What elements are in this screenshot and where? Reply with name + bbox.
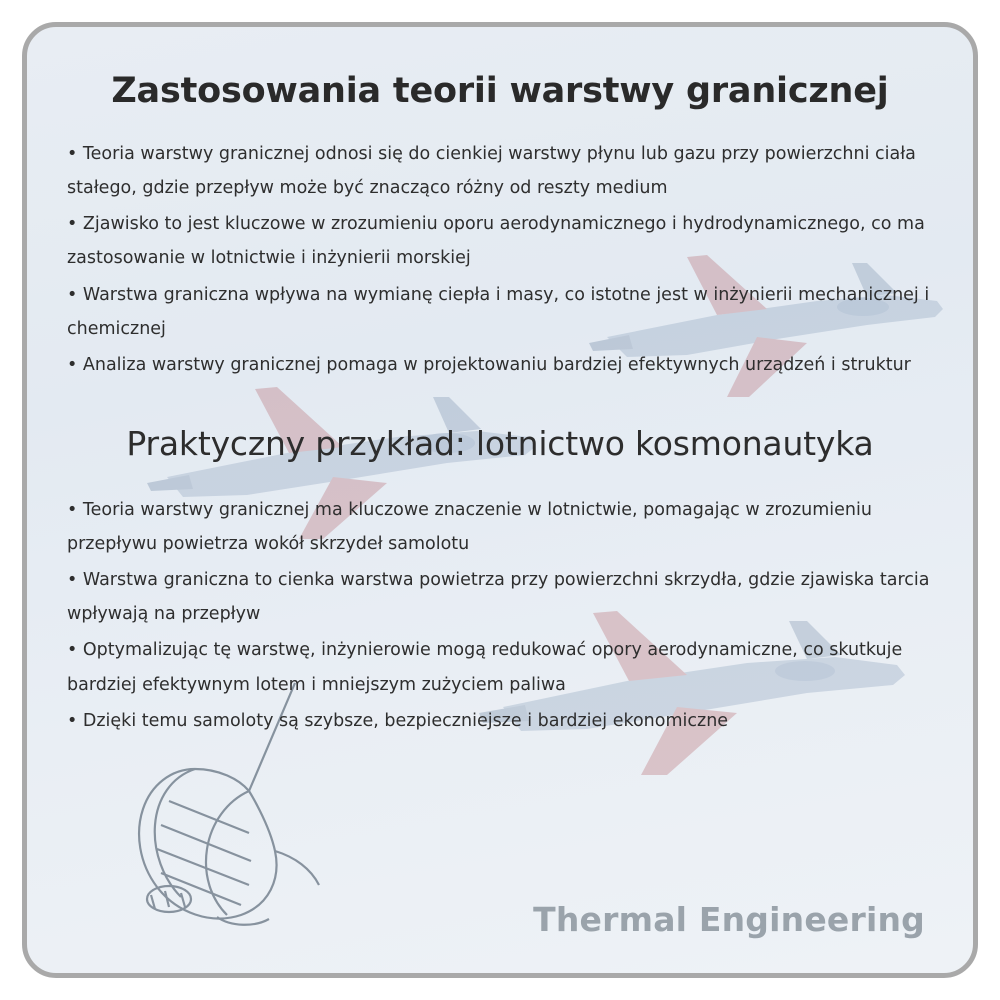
brand-watermark: Thermal Engineering <box>533 900 925 939</box>
list-item: • Teoria warstwy granicznej odnosi się do cienkiej warstwy płynu lub gazu przy powierzchni ciała stałego, gdzie przepływ może być znacząco różny od reszty medium <box>67 137 933 205</box>
list-item: • Zjawisko to jest kluczowe w zrozumieniu oporu aerodynamicznego i hydrodynamicznego, co ma zastosowanie w lotnictwie i inżynierii morskiej <box>67 207 933 275</box>
list-item: • Dzięki temu samoloty są szybsze, bezpieczniejsze i bardziej ekonomiczne <box>67 704 933 738</box>
list-item: • Warstwa graniczna to cienka warstwa powietrza przy powierzchni skrzydła, gdzie zjawiska tarcia wpływają na przepływ <box>67 563 933 631</box>
slide-card <box>22 22 978 978</box>
list-item: • Teoria warstwy granicznej ma kluczowe znaczenie w lotnictwie, pomagając w zrozumieniu przepływu powietrza wokół skrzydeł samolotu <box>67 493 933 561</box>
page-title: Zastosowania teorii warstwy granicznej <box>111 71 889 111</box>
list-item: • Analiza warstwy granicznej pomaga w projektowaniu bardziej efektywnych urządzeń i struktur <box>67 348 933 382</box>
bullet-list-example <box>67 493 933 738</box>
section-subtitle: Praktyczny przykład: lotnictwo kosmonautyka <box>126 423 874 463</box>
list-item: • Warstwa graniczna wpływa na wymianę ciepła i masy, co istotne jest w inżynierii mechanicznej i chemicznej <box>67 278 933 346</box>
list-item: • Optymalizując tę warstwę, inżynierowie mogą redukować opory aerodynamiczne, co skutkuje bardziej efektywnym lotem i mniejszym zużyciem paliwa <box>67 633 933 701</box>
bullet-list-applications <box>67 137 933 382</box>
slide-content <box>27 27 973 738</box>
